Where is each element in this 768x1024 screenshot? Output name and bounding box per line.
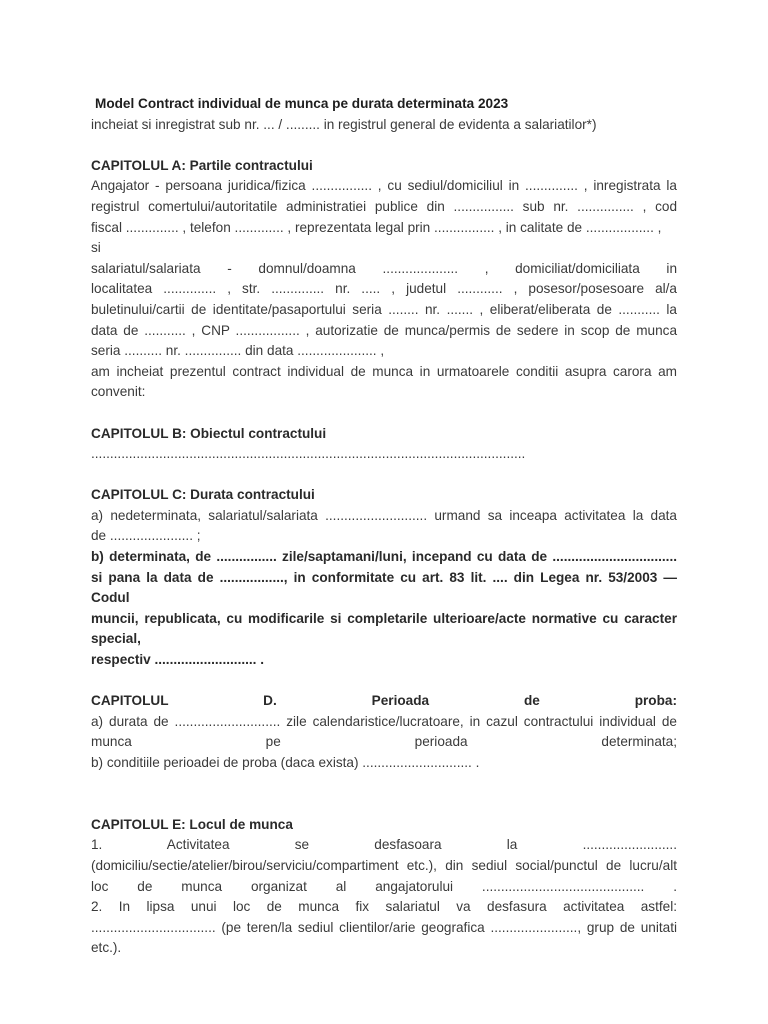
chapter-e-line: etc.). (91, 940, 122, 956)
chapter-c (91, 485, 677, 670)
chapter-c-line: si pana la data de ................., in conformitate cu art. 83 lit. .... din Legea nr. 53/2003 — Codul (91, 569, 677, 606)
chapter-e-line: (domiciliu/sectie/atelier/birou/serviciu/compartiment etc.), din sediul social/punctul de lucru/alt (91, 857, 677, 873)
chapter-c-line: respectiv ........................... . (91, 652, 265, 668)
chapter-b-line: ................................................................................................................... (91, 446, 526, 462)
chapter-a-line: seria .......... nr. ............... din data ..................... , (91, 343, 385, 359)
chapter-d-line: munca pe perioada determinata; (91, 734, 677, 750)
chapter-b (91, 424, 677, 465)
chapter-c-heading: CAPITOLUL C: Durata contractului (91, 487, 315, 503)
document-intro: incheiat si inregistrat sub nr. ... / ......... in registrul general de evidenta a salariatilor*) (91, 116, 597, 132)
chapter-a-line: localitatea .............. , str. .............. nr. ..... , judetul ............ , posesor/posesoare al/a (91, 281, 677, 297)
chapter-a-line: fiscal .............. , telefon ............. , reprezentata legal prin ................ , in calitate de .................. , (91, 219, 662, 235)
chapter-a-line: si (91, 240, 101, 256)
chapter-c-line: de ...................... ; (91, 528, 201, 544)
chapter-d-line: a) durata de ............................ zile calendaristice/lucratoare, in cazul contractului individual de (91, 713, 677, 729)
chapter-a-line: salariatul/salariata - domnul/doamna .................... , domiciliat/domiciliata in (91, 260, 677, 276)
chapter-a-line: am incheiat prezentul contract individual de munca in urmatoarele conditii asupra carora am (91, 363, 677, 379)
chapter-a-line: Angajator - persoana juridica/fizica ................ , cu sediul/domiciliul in .............. , inregistrata la (91, 178, 677, 194)
chapter-a-line: data de ........... , CNP ................. , autorizatie de munca/permis de sedere in scop de munca (91, 322, 677, 338)
chapter-a-line: registrul comertului/autoritatile administratiei publice din ................ sub nr. ............... , cod (91, 198, 677, 214)
chapter-a-line: buletinului/cartii de identitate/pasaportului seria ........ nr. ....... , eliberat/eliberata de ........... la (91, 301, 677, 317)
chapter-e-line: 2. In lipsa unui loc de munca fix salariatul va desfasura activitatea astfel: (91, 899, 677, 915)
chapter-e (91, 815, 677, 959)
chapter-c-line: a) nedeterminata, salariatul/salariata ........................... urmand sa inceapa activitatea la data (91, 507, 677, 523)
chapter-a (91, 156, 677, 403)
chapter-a-line: convenit: (91, 384, 146, 400)
chapter-c-line: muncii, republicata, cu modificarile si completarile ulterioare/acte normative cu caracter special, (91, 610, 677, 647)
chapter-d-heading: CAPITOLUL D. Perioada de proba: (91, 693, 677, 709)
chapter-d (91, 691, 677, 773)
chapter-e-heading: CAPITOLUL E: Locul de munca (91, 816, 293, 832)
chapter-d-line: b) conditiile perioadei de proba (daca exista) ............................. . (91, 755, 480, 770)
document-page (91, 94, 677, 959)
chapter-e-line: loc de munca organizat al angajatorului ........................................... . (91, 878, 677, 894)
chapter-b-heading: CAPITOLUL B: Obiectul contractului (91, 425, 327, 441)
chapter-a-heading: CAPITOLUL A: Partile contractului (91, 157, 313, 173)
chapter-e-line: ................................. (pe teren/la sediul clientilor/arie geografica ......................., grup de unitati (91, 919, 677, 935)
chapter-c-line: b) determinata, de ................ zile/saptamani/luni, incepand cu data de ................................. (91, 549, 677, 565)
document-title: Model Contract individual de munca pe durata determinata 2023 (95, 96, 509, 111)
chapter-e-line: 1. Activitatea se desfasoara la ......................... (91, 837, 677, 853)
